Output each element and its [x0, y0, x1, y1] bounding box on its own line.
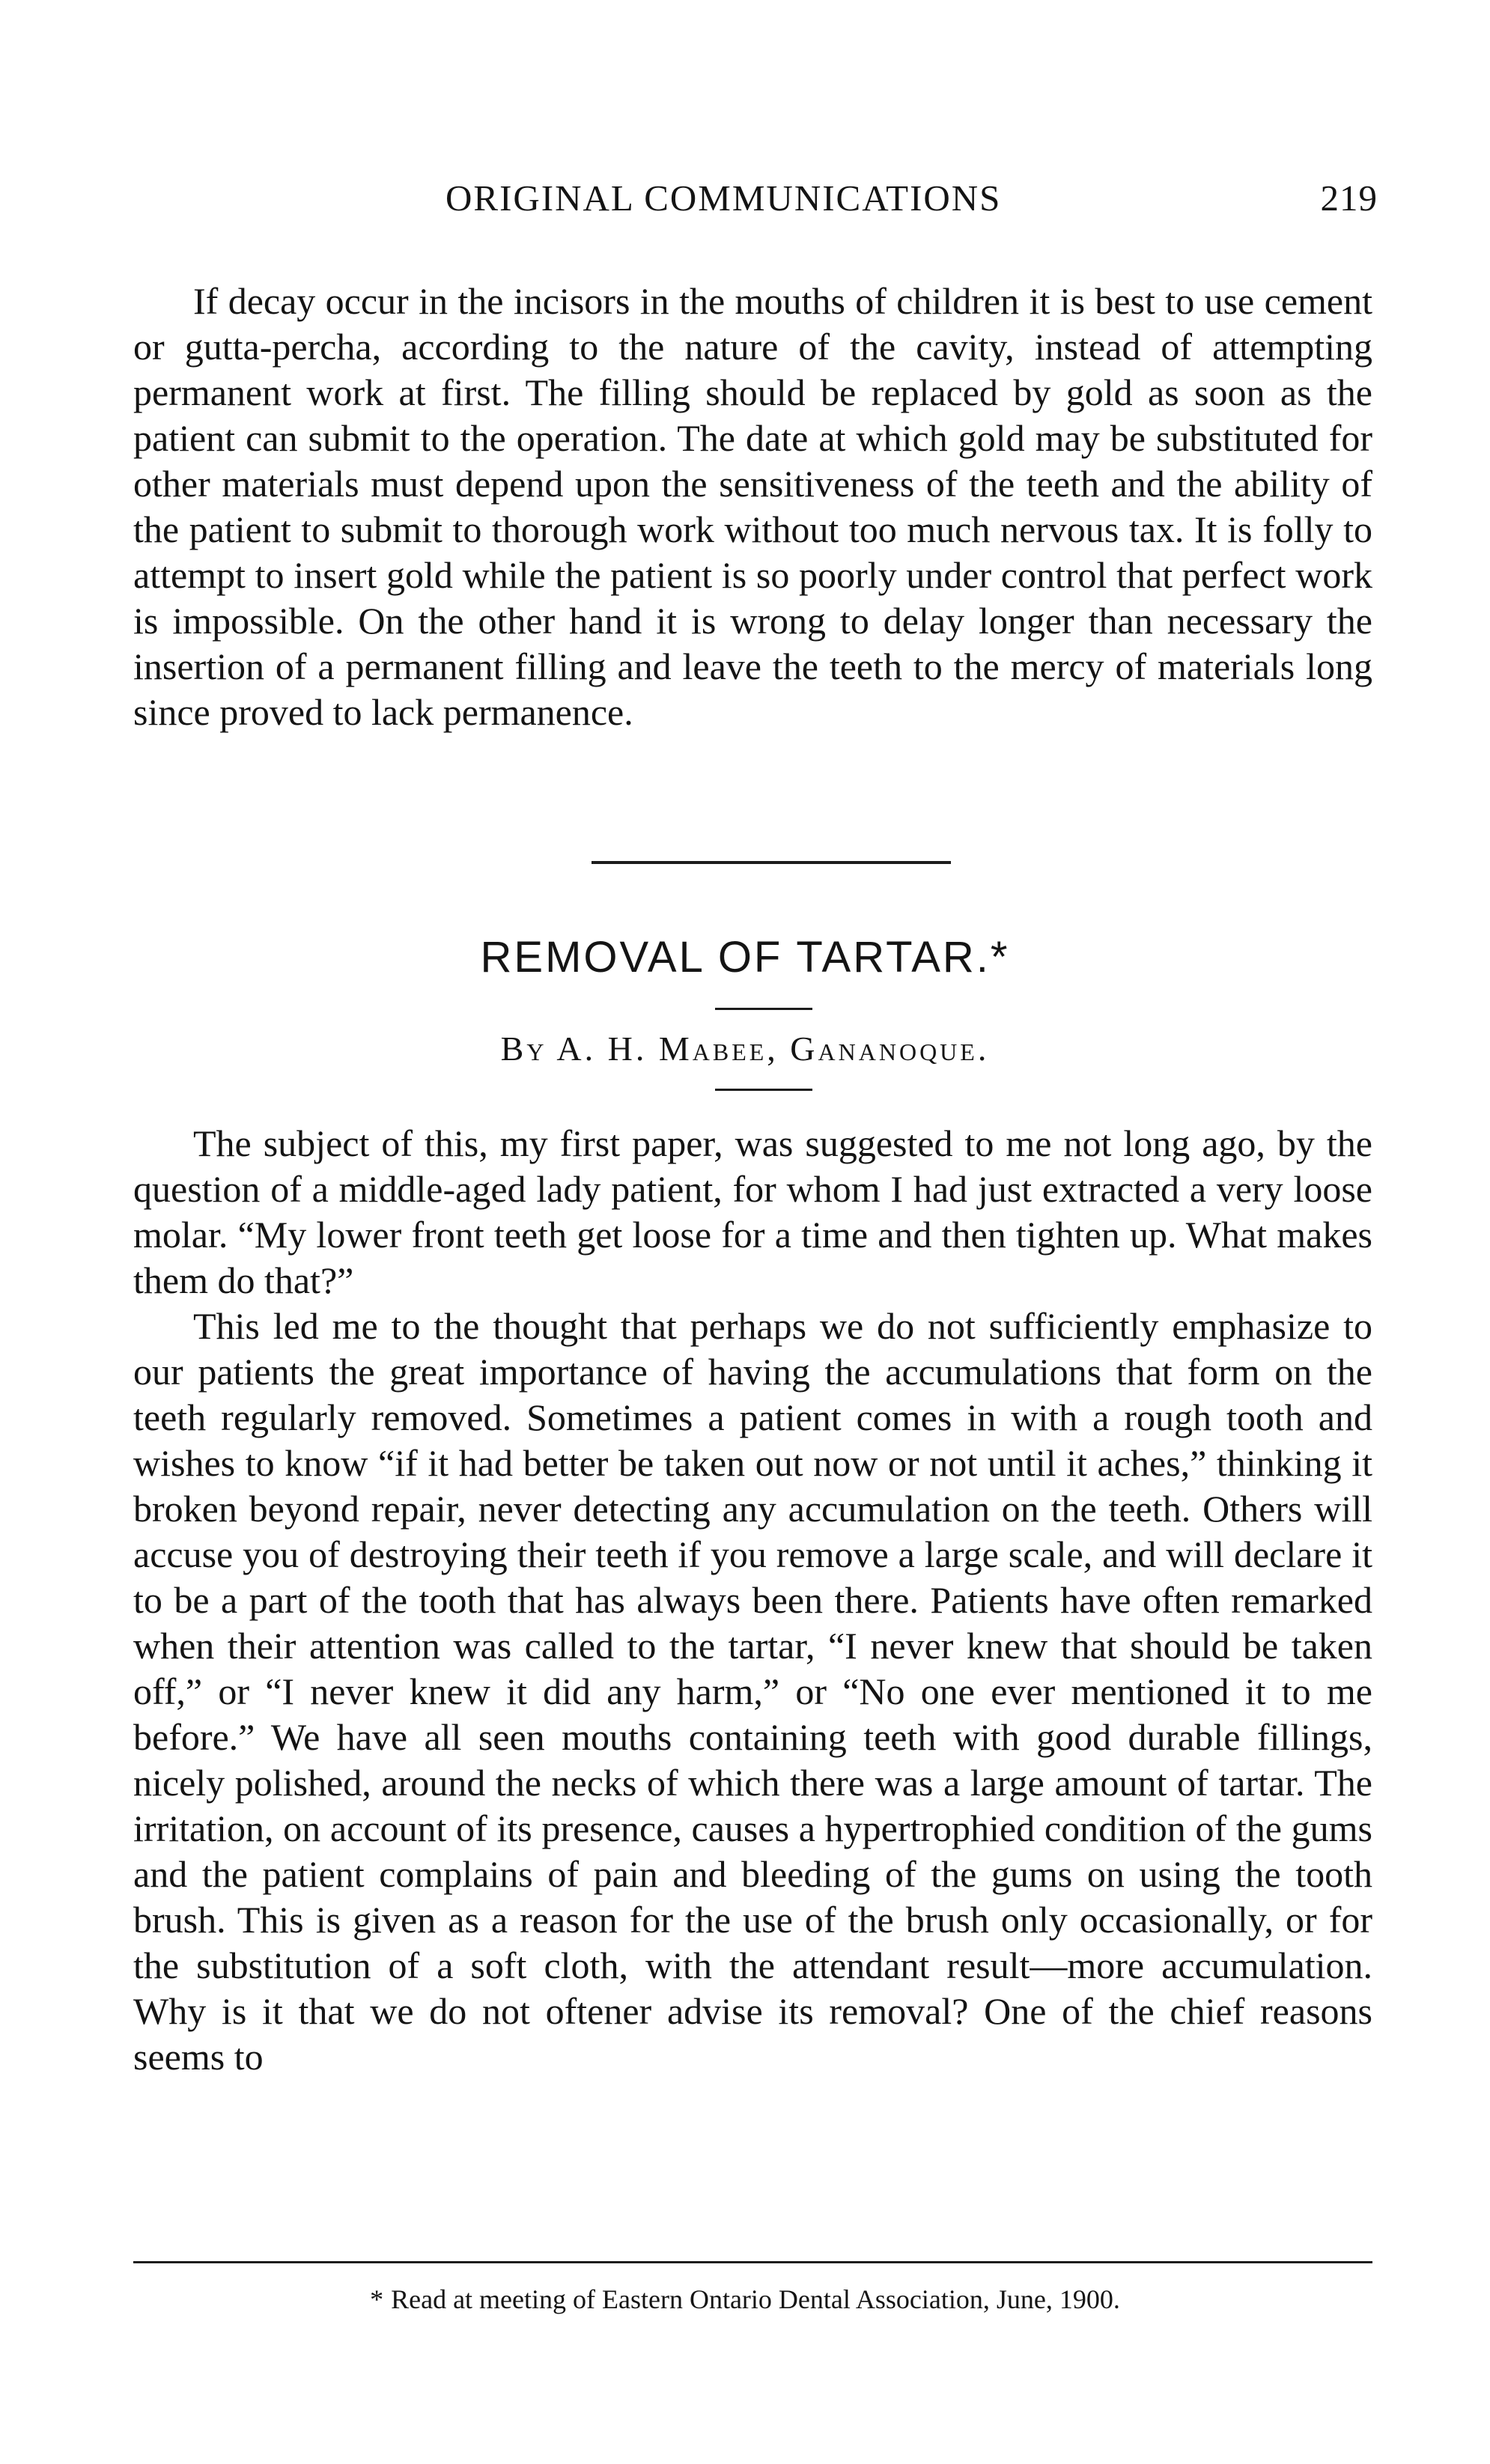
- body-paragraph: This led me to the thought that perhaps we do not sufficiently emphasize to our patients the great importance of having the accumulations that form on the teeth regularly removed. Sometimes a patient comes in with a rough tooth and wishes to know “if it had better be taken out now or not until it aches,” thinking it broken beyond repair, never detecting any accumulation on the teeth. Others will accuse you of destroying their teeth if you remove a large scale, and will declare it to be a part of the tooth that has always been there. Patients have often remarked when their attention was called to the tartar, “I never knew that should be taken off,” or “I never knew it did any harm,” or “No one ever mentioned it to me before.” We have all seen mouths containing teeth with good durable fillings, nicely polished, around the necks of which there was a large amount of tartar. The irritation, on account of its presence, causes a hypertrophied condition of the gums and the patient complains of pain and bleeding of the gums on using the tooth brush. This is given as a reason for the use of the brush only occasionally, or for the substitution of a soft cloth, with the attendant result—more accumulation. Why is it that we do not oftener advise its removal? One of the chief reasons seems to: [133, 1305, 1372, 2078]
- article-byline: By A. H. Mabee, Gananoque.: [500, 1029, 990, 1068]
- intro-section: [133, 279, 1372, 735]
- article-body: [133, 1121, 1372, 2080]
- section-divider: [592, 861, 951, 864]
- page-number: 219: [1320, 177, 1378, 219]
- body-paragraph: The subject of this, my first paper, was suggested to me not long ago, by the question of a middle-aged lady patient, for whom I had just extracted a very loose molar. “My lower front teeth get loose for a time and then tighten up. What makes them do that?”: [133, 1122, 1372, 1301]
- footnote-mark: *: [370, 2284, 384, 2314]
- footnote-text: Read at meeting of Eastern Ontario Dental Association, June, 1900.: [391, 2284, 1120, 2314]
- footnote-rule: [133, 2261, 1372, 2263]
- article-title: REMOVAL OF TARTAR.*: [480, 933, 1010, 982]
- footnote: [0, 2284, 1490, 2315]
- byline-rule: [715, 1089, 812, 1091]
- running-title: ORIGINAL COMMUNICATIONS: [446, 177, 1002, 219]
- running-head: [404, 177, 1378, 229]
- intro-paragraph: If decay occur in the incisors in the mouths of children it is best to use cement or gutta-percha, according to the nature of the cavity, instead of attempting permanent work at first. The filling should be replaced by gold as soon as the patient can submit to the operation. The date at which gold may be substituted for other materials must depend upon the sensitiveness of the teeth and the ability of the patient to submit to thorough work without too much nervous tax. It is folly to attempt to insert gold while the patient is so poorly under control that perfect work is impossible. On the other hand it is wrong to delay longer than necessary the insertion of a permanent filling and leave the teeth to the mercy of materials long since proved to lack permanence.: [133, 280, 1372, 733]
- title-rule: [715, 1008, 812, 1010]
